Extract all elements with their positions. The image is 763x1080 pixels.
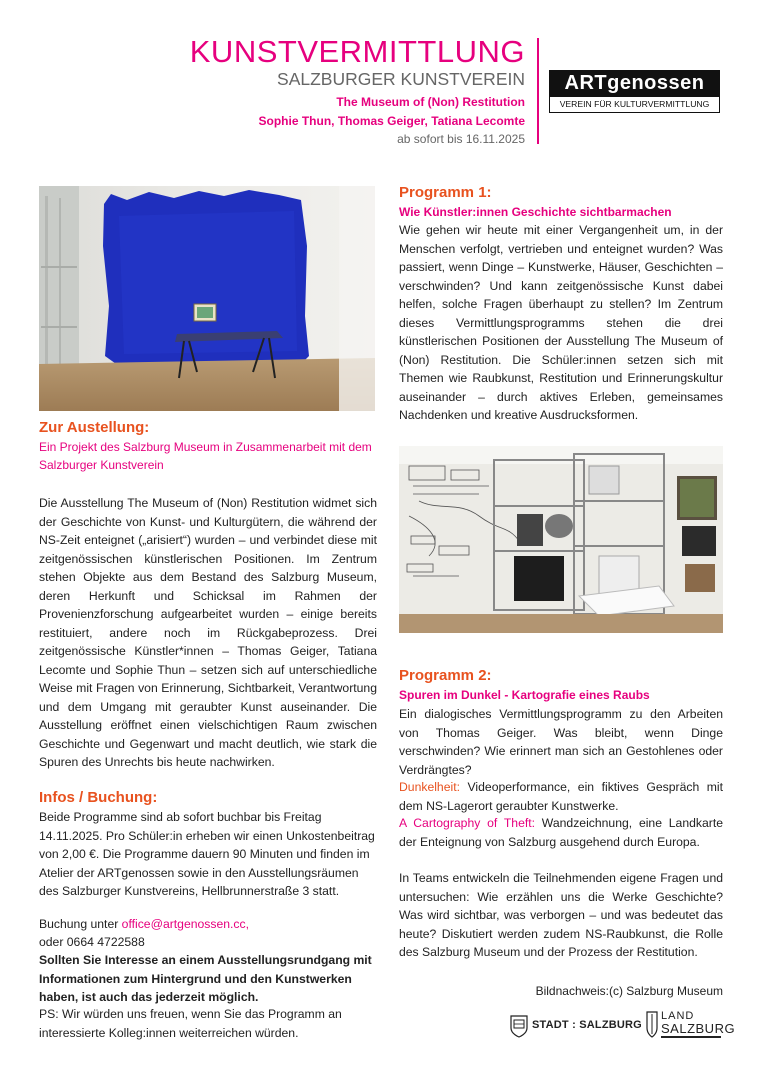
booking-phone[interactable]: oder 0664 4722588 <box>39 935 145 949</box>
stadt-salzburg-crest-icon <box>510 1014 528 1043</box>
program1-body: Wie gehen wir heute mit einer Vergangenheit um, in der Menschen verfolgt, vertrieben und enteignet wurden? Was passiert, wenn Dinge – Kunstwerke, Häuser, Geschichten – verschwinden? Und kann zeitgenössische Kunst dabei helfen, solche Fragen überhaupt zu stellen? Im Zentrum dieses Vermittlungsprogramms stehen die drei künstlerischen Positionen der Ausstellung The Museum of (Non) Restitution. Die Schüler:innen setzen sich mit Themen wie Raubkunst, Restitution und Erinnerungskultur auseinander – durch aktives Erleben, gemeinsames Nachdenken und kreative Ausdrucksformen. <box>399 223 723 422</box>
exhibition-photo-blue-wall <box>39 186 375 411</box>
program2-item2-label: A Cartography of Theft: <box>399 816 536 830</box>
booking-body: Beide Programme sind ab sofort buchbar bis Freitag 14.11.2025. Pro Schüler:in erheben wir einen Unkostenbeitrag von 2,00 €. Die Programme dauern 90 Minuten und finden im Atelier der ARTgenossen sowie in den Ausstellungsräumen des Salzburger Kunstvereins, Hellbrunnerstraße 3 statt. <box>39 810 375 898</box>
header-divider <box>537 38 539 144</box>
artgenossen-logo <box>549 70 720 113</box>
logo-tagline: VEREIN FÜR KULTURVERMITTLUNG <box>549 97 720 113</box>
land-salzburg-logo-bottom: SALZBURG <box>661 1021 736 1036</box>
program2-heading: Programm 2: <box>399 667 492 684</box>
program2-item1-text: Videoperformance, ein fiktives Gespräch mit dem NS-Lagerort geraubter Kunstwerke. <box>399 780 723 813</box>
page-subtitle: SALZBURGER KUNSTVEREIN <box>277 69 525 89</box>
program2-intro: Ein dialogisches Vermittlungsprogramm zu den Arbeiten von Thomas Geiger. Was bleibt, wenn Dinge verschwinden? Wie erinnert man sich an Gestohlenes oder Verdrängtes? <box>399 707 723 777</box>
program2-item2-text: Wandzeichnung, eine Landkarte der Enteignung von Salzburg ausgehend durch Europa. <box>399 816 723 849</box>
exhibition-photo-shelves <box>399 446 723 633</box>
booking-heading: Infos / Buchung: <box>39 789 158 806</box>
program1-heading: Programm 1: <box>399 184 492 201</box>
date-range: ab sofort bis 16.11.2025 <box>397 132 525 146</box>
land-salzburg-logo-top: LAND <box>661 1010 695 1022</box>
booking-contact <box>39 915 377 934</box>
program2-item-cartography <box>399 814 723 851</box>
program2-item-dunkelheit <box>399 778 723 815</box>
program1-subheading: Wie Künstler:innen Geschichte sichtbarmachen <box>399 205 672 219</box>
exhibition-body: Die Ausstellung The Museum of (Non) Restitution widmet sich der Geschichte von Kunst- und Kulturgütern, die während der NS-Zeit enteignet („arisiert“) wurden – und verbindet diese mit zeitgenössischen künstlerischen Positionen. Im Zentrum stehen Objekte aus dem Bestand des Salzburg Museum, deren Herkunft und Schicksal im Rahmen der Provenienzforschung aufgearbeitet wurden – einige bereits restituiert, andere noch im Rückgabeprozess. Drei zeitgenössische Künstler*innen – Thomas Geiger, Tatiana Lecomte und Sophie Thun – setzen sich auf unterschiedliche Weise mit Fragen von Erinnerung, Sichtbarkeit, Verantwortung und dem Umgang mit geraubter Kunst auseinander. Die Ausstellung eröffnet einen vielschichtigen Raum zwischen Geschichte und Gegenwart und macht deutlich, wie stark die Spuren des Unrechts bis heute nachwirken. <box>39 496 377 769</box>
page-title: KUNSTVERMITTLUNG <box>189 34 525 69</box>
booking-email-link[interactable]: office@artgenossen.cc, <box>121 917 249 931</box>
exhibition-title: The Museum of (Non) Restitution <box>336 95 525 109</box>
program2-subheading: Spuren im Dunkel - Kartografie eines Raubs <box>399 688 650 702</box>
land-salzburg-crest-icon <box>645 1010 659 1045</box>
booking-ps: PS: Wir würden uns freuen, wenn Sie das Programm an interessierte Kolleg:innen weiterreichen würden. <box>39 1007 342 1040</box>
booking-tour-note: Sollten Sie Interesse an einem Ausstellungsrundgang mit Informationen zum Hintergrund und den Kunstwerken haben, ist auch das jederzeit möglich. <box>39 953 372 1004</box>
booking-contact-prefix: Buchung unter <box>39 917 122 931</box>
logo-wordmark: ARTgenossen <box>549 70 720 97</box>
exhibition-subheading: Ein Projekt des Salzburg Museum in Zusammenarbeit mit dem Salzburger Kunstverein <box>39 440 372 472</box>
program2-item1-label: Dunkelheit: <box>399 780 460 794</box>
stadt-salzburg-logo: STADT : SALZBURG <box>532 1019 642 1031</box>
exhibition-heading: Zur Austellung: <box>39 419 150 436</box>
land-salzburg-underline <box>661 1036 721 1038</box>
image-credit: Bildnachweis:(c) Salzburg Museum <box>535 984 723 998</box>
artists-line: Sophie Thun, Thomas Geiger, Tatiana Lecomte <box>258 114 525 128</box>
program2-outro: In Teams entwickeln die Teilnehmenden eigene Fragen und untersuchen: Wie erzählen uns die Werke Geschichte? Was wird sichtbar, was verborgen – und was bedeutet das heute? Diskutiert werden zudem NS-Raubkunst, die Rolle des Salzburg Museum und der Prozess der Restitution. <box>399 871 723 959</box>
